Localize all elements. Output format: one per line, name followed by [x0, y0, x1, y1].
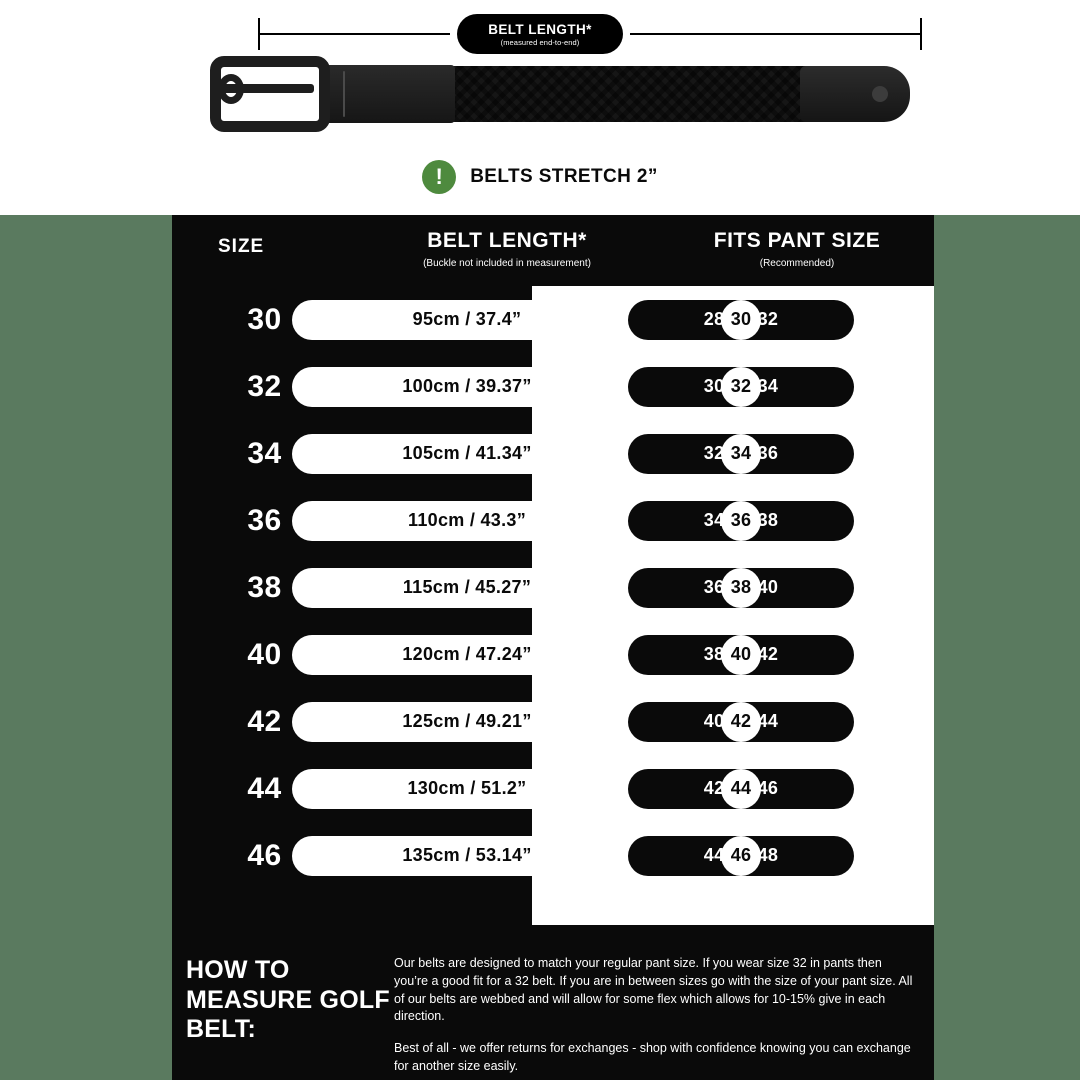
row-belt-length-pill: 125cm / 49.21”: [292, 702, 642, 742]
row-fits-pant-pill: [628, 702, 854, 742]
table-row: [172, 688, 934, 755]
fits-right: -46: [751, 778, 779, 798]
row-fits-pant-pill: [628, 568, 854, 608]
column-header-size: SIZE: [218, 236, 265, 257]
fits-mid: 34: [730, 443, 752, 463]
fits-left: 38-: [703, 644, 731, 664]
fits-left: 30-: [703, 376, 731, 396]
fits-mid: 30: [730, 309, 752, 329]
row-fits-pant-pill: [628, 434, 854, 474]
row-belt-length-pill: 115cm / 45.27”: [292, 568, 642, 608]
table-row: [172, 353, 934, 420]
how-to-measure-title: HOW TO MEASURE GOLF BELT:: [186, 956, 390, 1043]
stretch-note-label: BELTS STRETCH 2”: [470, 166, 658, 187]
table-row: [172, 554, 934, 621]
fits-mid: 42: [730, 711, 752, 731]
row-belt-length-pill: 100cm / 39.37”: [292, 367, 642, 407]
row-fits-pant-text: [704, 577, 778, 598]
fits-left: 32-: [703, 443, 731, 463]
row-fits-pant-pill: [628, 635, 854, 675]
column-header-belt-length: [362, 229, 652, 269]
how-to-measure-paragraph-1: Our belts are designed to match your regular pant size. If you wear size 32 in pants then you’re a good fit for a 32 belt. If you are in between sizes go with the size of your pant size. All of our belts are webbed and will allow for some flex which allows for 10-15% give in each direction.: [394, 956, 913, 1024]
row-size-label: 46: [247, 838, 282, 872]
row-size-label: 44: [247, 771, 282, 805]
row-fits-pant-text: [704, 845, 778, 866]
fits-right: -40: [751, 577, 779, 597]
fits-left: 42-: [703, 778, 731, 798]
fits-right: -32: [751, 309, 779, 329]
table-row: [172, 755, 934, 822]
row-fits-pant-pill: [628, 501, 854, 541]
row-fits-pant-pill: [628, 836, 854, 876]
fits-right: -38: [751, 510, 779, 530]
row-fits-pant-text: [704, 510, 778, 531]
fits-mid: 38: [730, 577, 752, 597]
size-table: [172, 215, 934, 925]
row-size-label: 32: [247, 369, 282, 403]
row-size-label: 38: [247, 570, 282, 604]
row-belt-length-pill: 130cm / 51.2”: [292, 769, 642, 809]
row-size-label: 40: [247, 637, 282, 671]
hero-panel: [0, 0, 1080, 215]
row-size-label: 36: [247, 503, 282, 537]
row-belt-length-pill: 105cm / 41.34”: [292, 434, 642, 474]
belt-logo-icon: [872, 86, 888, 102]
belt-length-callout-title: BELT LENGTH*: [488, 21, 592, 37]
fits-left: 40-: [703, 711, 731, 731]
fits-mid: 32: [730, 376, 752, 396]
row-fits-pant-pill: [628, 300, 854, 340]
belt-buckle-prong-icon: [218, 74, 244, 104]
fits-right: -44: [751, 711, 779, 731]
measure-cap-left: [258, 18, 260, 50]
row-fits-pant-text: [704, 711, 778, 732]
row-size-label: 42: [247, 704, 282, 738]
row-size-label: 34: [247, 436, 282, 470]
belt-leather-panel: [325, 65, 455, 123]
belt-illustration: [200, 52, 910, 152]
fits-mid: 36: [730, 510, 752, 530]
row-fits-pant-text: [704, 644, 778, 665]
row-fits-pant-pill: [628, 367, 854, 407]
how-to-measure-paragraph-2: Best of all - we offer returns for exchanges - shop with confidence knowing you can exchange for another size easily.: [394, 1041, 911, 1073]
fits-left: 44-: [703, 845, 731, 865]
fits-right: -34: [751, 376, 779, 396]
row-fits-pant-pill: [628, 769, 854, 809]
fits-mid: 44: [730, 778, 752, 798]
row-fits-pant-text: [704, 443, 778, 464]
how-to-measure-section: [172, 925, 934, 1080]
table-row: [172, 822, 934, 889]
fits-left: 28-: [703, 309, 731, 329]
fits-left: 34-: [703, 510, 731, 530]
how-to-measure-body: [394, 955, 914, 1076]
column-header-fits-pant-sub: (Recommended): [759, 258, 835, 269]
row-fits-pant-text: [704, 778, 778, 799]
column-header-fits-pant: [662, 229, 932, 269]
column-header-belt-length-sub: (Buckle not included in measurement): [423, 258, 591, 269]
column-header-fits-pant-title: FITS PANT SIZE: [713, 229, 881, 252]
row-belt-length-pill: 135cm / 53.14”: [292, 836, 642, 876]
fits-mid: 40: [730, 644, 752, 664]
belt-tip: [800, 66, 910, 122]
column-header-belt-length-title: BELT LENGTH*: [427, 229, 587, 252]
table-row: [172, 286, 934, 353]
belt-length-callout: [457, 14, 623, 54]
size-table-rows: [172, 286, 934, 889]
row-fits-pant-text: [704, 309, 778, 330]
row-belt-length-pill: 95cm / 37.4”: [292, 300, 642, 340]
fits-right: -48: [751, 845, 779, 865]
fits-mid: 46: [730, 845, 752, 865]
measure-cap-right: [920, 18, 922, 50]
table-row: [172, 621, 934, 688]
stretch-note: [0, 160, 1080, 194]
fits-left: 36-: [703, 577, 731, 597]
row-belt-length-pill: 110cm / 43.3”: [292, 501, 642, 541]
row-size-label: 30: [247, 302, 282, 336]
table-row: [172, 420, 934, 487]
row-fits-pant-text: [704, 376, 778, 397]
fits-right: -36: [751, 443, 779, 463]
exclamation-badge-icon: !: [422, 160, 456, 194]
row-belt-length-pill: 120cm / 47.24”: [292, 635, 642, 675]
belt-length-callout-sub: (measured end-to-end): [500, 37, 580, 47]
fits-right: -42: [751, 644, 779, 664]
table-row: [172, 487, 934, 554]
